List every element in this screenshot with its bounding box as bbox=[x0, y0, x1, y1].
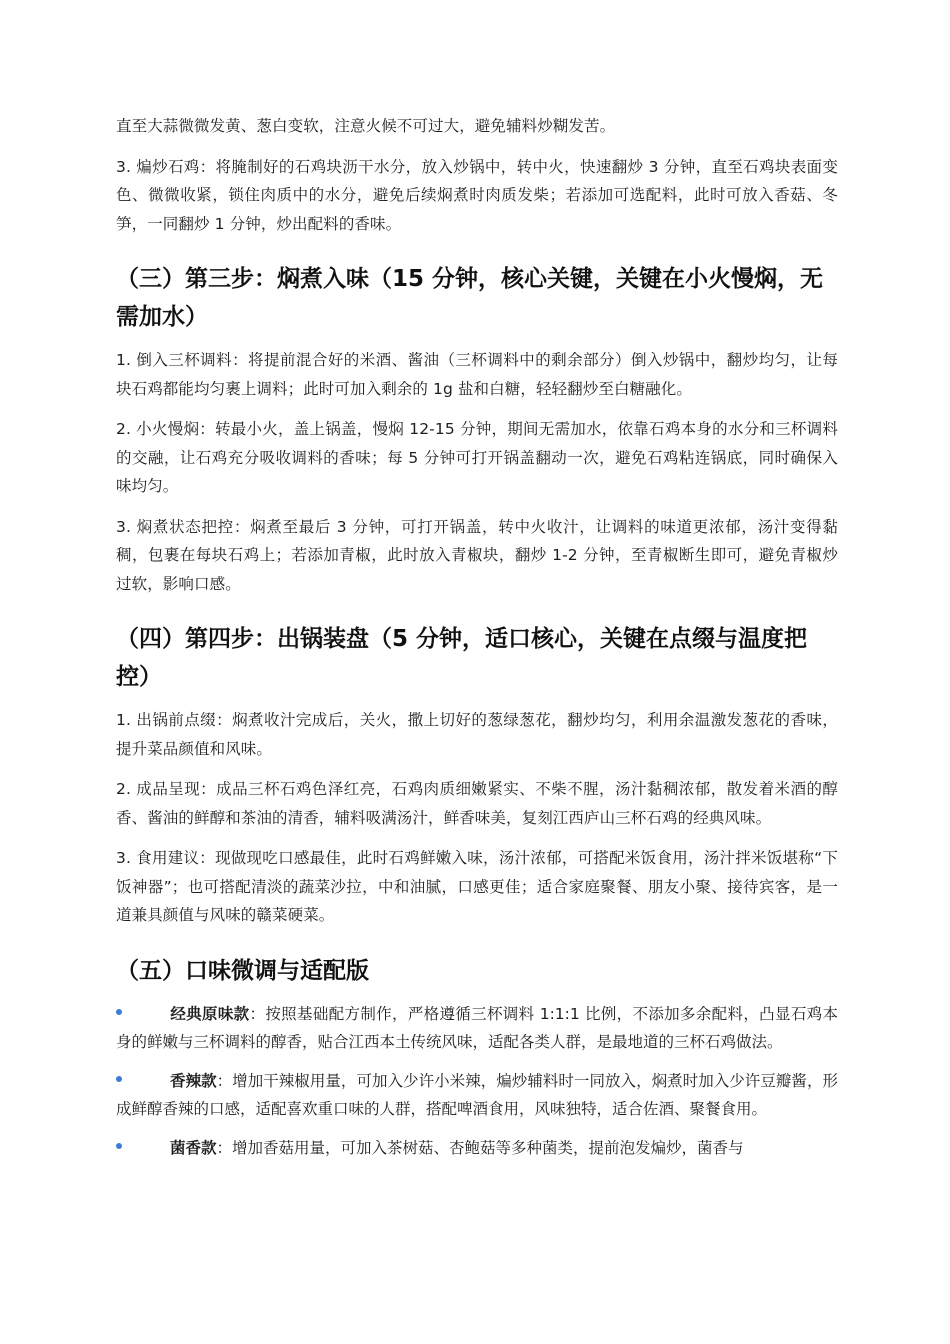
document-page bbox=[116, 112, 838, 1172]
step3-item-3: 3. 焖煮状态把控：焖煮至最后 3 分钟，可打开锅盖，转中火收汁，让调料的味道更浓郁，汤汁变得黏稠，包裹在每块石鸡上；若添加青椒，此时放入青椒块，翻炒 1-2 分钟，至青椒断生即可，避免青椒炒过软，影响口感。 bbox=[116, 517, 838, 593]
bullet-text: ：增加干辣椒用量，可加入少许小米辣，煸炒辅料时一同放入，焖煮时加入少许豆瓣酱，形成鲜醇香辣的口感，适配喜欢重口味的人群，搭配啤酒食用，风味独特，适合佐酒、聚餐食用。 bbox=[116, 1071, 838, 1118]
paragraph: 直至大蒜微微发黄、葱白变软，注意火候不可过大，避免辅料炒糊发苦。 bbox=[116, 117, 616, 135]
bullet-text: ：按照基础配方制作，严格遵循三杯调料 1:1:1 比例，不添加多余配料，凸显石鸡本身的鲜嫩与三杯调料的醇香，贴合江西本土传统风味，适配各类人群，是最地道的三杯石鸡做法。 bbox=[116, 1004, 838, 1051]
paragraph: 3. 煸炒石鸡：将腌制好的石鸡块沥干水分，放入炒锅中，转中火，快速翻炒 3 分钟，直至石鸡块表面变色、微微收紧，锁住肉质中的水分，避免后续焖煮时肉质发柴；若添加可选配料，此时可放入香菇、冬笋，一同翻炒 1 分钟，炒出配料的香味。 bbox=[116, 157, 838, 233]
bullet-keyword: 菌香款 bbox=[170, 1138, 217, 1157]
bullet-keyword: 经典原味款 bbox=[170, 1004, 250, 1023]
bullet-keyword: 香辣款 bbox=[170, 1071, 217, 1090]
section-heading-step4: （四）第四步：出锅装盘（5 分钟，适口核心，关键在点缀与温度把控） bbox=[116, 626, 808, 690]
bullet-dot-icon bbox=[116, 1009, 122, 1015]
step3-item-1: 1. 倒入三杯调料：将提前混合好的米酒、酱油（三杯调料中的剩余部分）倒入炒锅中，翻炒均匀，让每块石鸡都能均匀裹上调料；此时可加入剩余的 1g 盐和白糖，轻轻翻炒至白糖融化。 bbox=[116, 351, 838, 398]
step4-item-1: 1. 出锅前点缀：焖煮收汁完成后，关火，撒上切好的葱绿葱花，翻炒均匀，利用余温激发葱花的香味，提升菜品颜值和风味。 bbox=[116, 711, 838, 758]
bullet-text: ：增加香菇用量，可加入茶树菇、杏鲍菇等多种菌类，提前泡发煸炒，菌香与 bbox=[216, 1138, 744, 1157]
step4-item-2: 2. 成品呈现：成品三杯石鸡色泽红亮，石鸡肉质细嫩紧实、不柴不腥，汤汁黏稠浓郁，散发着米酒的醇香、酱油的鲜醇和茶油的清香，辅料吸满汤汁，鲜香味美，复刻江西庐山三杯石鸡的经典风味。 bbox=[116, 780, 838, 827]
section-heading-step5: （五）口味微调与适配版 bbox=[116, 957, 369, 984]
bullet-dot-icon bbox=[116, 1143, 122, 1149]
bullet-dot-icon bbox=[116, 1076, 122, 1082]
bullet-item-classic bbox=[116, 1000, 838, 1057]
step3-item-2: 2. 小火慢焖：转最小火，盖上锅盖，慢焖 12-15 分钟，期间无需加水，依靠石鸡本身的水分和三杯调料的交融，让石鸡充分吸收调料的香味；每 5 分钟可打开锅盖翻动一次，避免石鸡粘连锅底，同时确保入味均匀。 bbox=[116, 420, 838, 495]
step4-item-3: 3. 食用建议：现做现吃口感最佳，此时石鸡鲜嫩入味，汤汁浓郁，可搭配米饭食用，汤汁拌米饭堪称“下饭神器”；也可搭配清淡的蔬菜沙拉，中和油腻，口感更佳；适合家庭聚餐、朋友小聚、接待宾客，是一道兼具颜值与风味的赣菜硬菜。 bbox=[116, 849, 838, 924]
bullet-item-mushroom bbox=[116, 1134, 838, 1163]
bullet-item-spicy bbox=[116, 1067, 838, 1124]
section-heading-step3: （三）第三步：焖煮入味（15 分钟，核心关键，关键在小火慢焖，无需加水） bbox=[116, 266, 824, 330]
